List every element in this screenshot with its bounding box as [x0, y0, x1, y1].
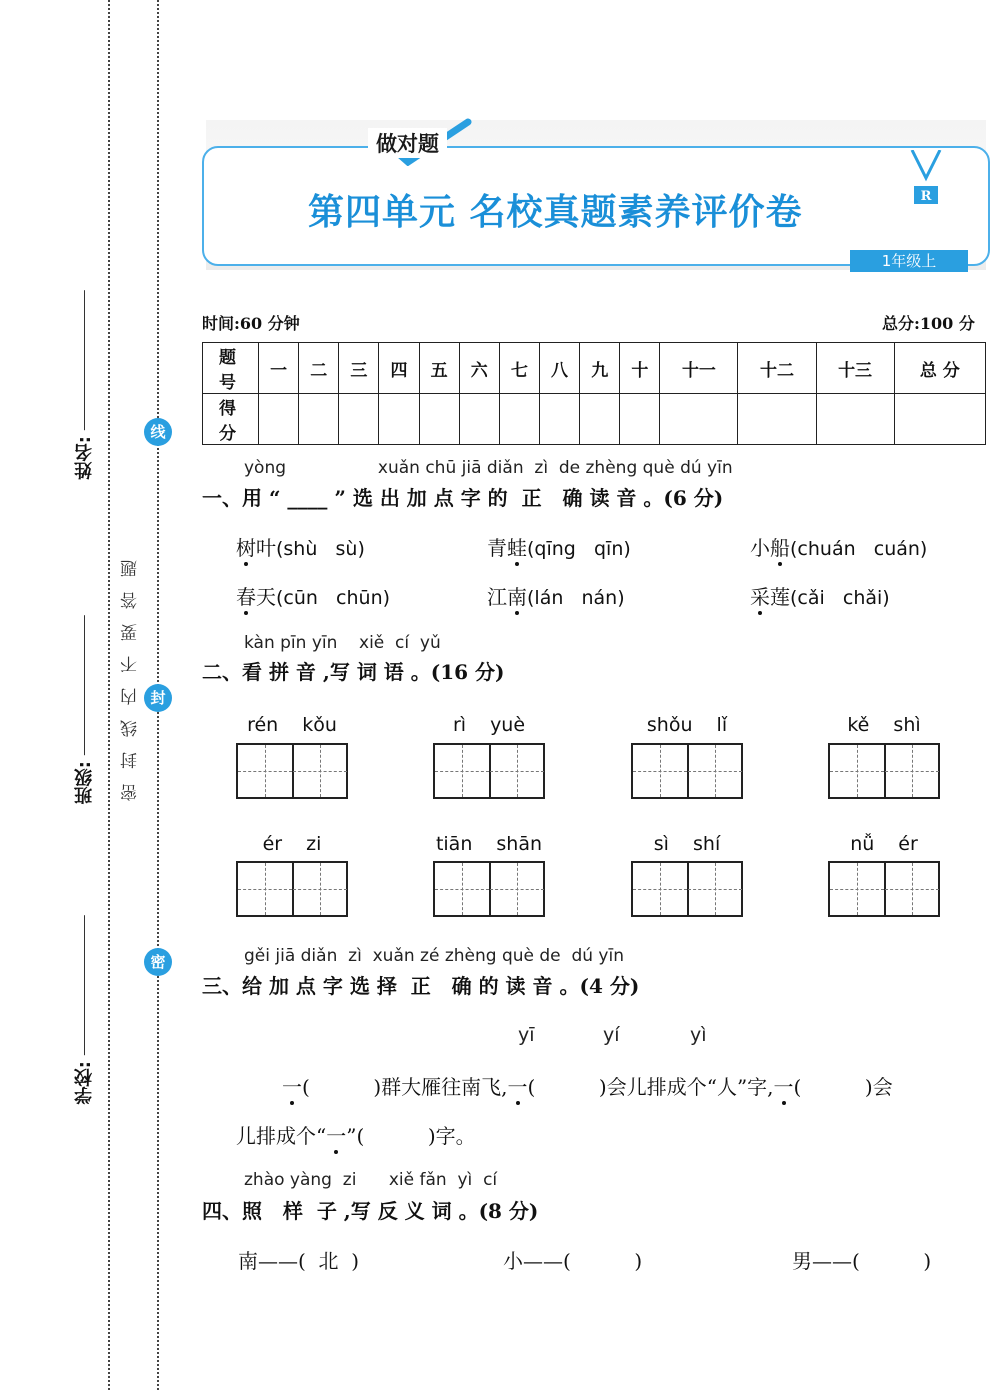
dotted-char: 南	[507, 585, 527, 609]
score-input-cell[interactable]	[738, 394, 816, 445]
score-input-cell[interactable]	[419, 394, 459, 445]
binding-line-outer	[108, 0, 110, 1390]
q2-heading: 二、看 拼 音 ,写 词 语 。(16 分)	[202, 660, 505, 684]
score-input-cell[interactable]	[299, 394, 339, 445]
q1-heading: 一、用 “ ____ ” 选 出 加 点 字 的 正 确 读 音 。(6 分)	[202, 486, 724, 510]
grid-pinyin: rén kǒu	[247, 714, 337, 736]
school-underline	[85, 915, 86, 1055]
name-field[interactable]	[72, 290, 98, 479]
score-cell: 三	[339, 343, 379, 394]
grid-pinyin: kě shì	[847, 714, 921, 736]
score-input-cell[interactable]	[580, 394, 620, 445]
score-input-cell[interactable]	[894, 394, 985, 445]
name-underline	[85, 290, 86, 430]
score-cell: 四	[379, 343, 419, 394]
score-cell: 十	[620, 343, 660, 394]
score-cell: 十一	[660, 343, 738, 394]
page-title: 第四单元 名校真题素养评价卷	[308, 192, 803, 233]
grid-pinyin: rì yuè	[452, 714, 526, 736]
q3-sentence-line1[interactable]: 一( )群大雁往南飞,一( )会儿排成个“人”字,一( )会	[282, 1075, 893, 1099]
q1-item[interactable]: 小船(chuán cuán)	[750, 536, 928, 560]
dotted-char: 春	[236, 585, 256, 609]
score-input-cell[interactable]	[339, 394, 379, 445]
score-table-header-row	[203, 343, 986, 394]
q3-pinyin: gěi jiā diǎn zì xuǎn zé zhèng què de dú yīn	[244, 946, 624, 966]
class-field[interactable]	[72, 615, 98, 804]
seal-line-badge: 线	[144, 418, 172, 446]
total-score-info: 总分:100 分	[882, 314, 975, 333]
writing-grid[interactable]	[828, 743, 940, 799]
school-label: 学校:	[74, 1061, 95, 1105]
q1-item[interactable]: 春天(cūn chūn)	[236, 585, 391, 609]
q1-item[interactable]: 采莲(cǎi chǎi)	[750, 585, 890, 609]
grid-pinyin: tiān shān	[435, 833, 543, 855]
q1-item[interactable]: 青蛙(qīng qīn)	[487, 536, 631, 560]
dotted-char: 树	[236, 536, 256, 560]
publisher-badge	[908, 150, 944, 206]
dotted-char: 采	[750, 585, 770, 609]
writing-grid[interactable]	[236, 861, 348, 917]
antonym-example: 南——( 北 )	[238, 1249, 360, 1273]
score-input-cell[interactable]	[499, 394, 539, 445]
score-cell: 六	[459, 343, 499, 394]
writing-grid[interactable]	[631, 861, 743, 917]
writing-grid[interactable]	[433, 743, 545, 799]
score-input-cell[interactable]	[459, 394, 499, 445]
badge-letter: R	[920, 189, 932, 204]
score-cell: 二	[299, 343, 339, 394]
q3-option: yì	[690, 1024, 707, 1046]
antonym-answer[interactable]: 小——( )	[503, 1249, 643, 1273]
time-info: 时间:60 分钟	[202, 314, 300, 333]
score-cell: 一	[259, 343, 299, 394]
dotted-char: 船	[770, 536, 790, 560]
seal-secret-badge: 密	[144, 948, 172, 976]
score-cell: 十二	[738, 343, 816, 394]
dotted-char: 一	[326, 1124, 347, 1148]
score-input-cell[interactable]	[539, 394, 579, 445]
dotted-char: 一	[507, 1075, 528, 1099]
score-cell: 八	[539, 343, 579, 394]
dotted-char: 一	[282, 1075, 302, 1099]
grid-pinyin: sì shí	[653, 833, 721, 855]
grid-pinyin: nǚ ér	[850, 833, 918, 855]
seal-notice: 密封线内不要答题	[121, 545, 141, 801]
name-label: 姓名:	[74, 436, 95, 480]
score-cell: 总 分	[894, 343, 985, 394]
q3-sentence-line2[interactable]: 儿排成个“一”( )字。	[236, 1124, 476, 1148]
school-field[interactable]	[72, 915, 98, 1104]
seal-seal-badge: 封	[144, 684, 172, 712]
q3-option: yí	[603, 1024, 620, 1046]
q3-heading: 三、给 加 点 字 选 择 正 确 的 读 音 。(4 分)	[202, 974, 640, 998]
score-input-cell[interactable]	[379, 394, 419, 445]
score-cell: 九	[580, 343, 620, 394]
score-table	[202, 342, 986, 445]
score-cell: 十三	[816, 343, 894, 394]
writing-grid[interactable]	[433, 861, 545, 917]
q4-heading: 四、照 样 子 ,写 反 义 词 。(8 分)	[202, 1199, 539, 1223]
dotted-char: 蛙	[507, 536, 527, 560]
score-cell: 题 号	[203, 343, 259, 394]
brand-logo: 做对题	[368, 128, 447, 158]
score-row-label: 得 分	[203, 394, 259, 445]
q1-pinyin: yòng xuǎn chū jiā diǎn zì de zhèng què dú yīn	[244, 458, 733, 478]
dotted-char: 一	[773, 1075, 794, 1099]
grid-pinyin: shǒu lǐ	[646, 714, 728, 736]
class-underline	[85, 615, 86, 755]
q2-pinyin: kàn pīn yīn xiě cí yǔ	[244, 633, 441, 653]
writing-grid[interactable]	[236, 743, 348, 799]
q3-option: yī	[518, 1024, 535, 1046]
q1-item[interactable]: 江南(lán nán)	[487, 585, 625, 609]
q1-item[interactable]: 树叶(shù sù)	[236, 536, 365, 560]
score-input-cell[interactable]	[660, 394, 738, 445]
score-input-cell[interactable]	[259, 394, 299, 445]
writing-grid[interactable]	[828, 861, 940, 917]
score-cell: 七	[499, 343, 539, 394]
q4-pinyin: zhào yàng zi xiě fǎn yì cí	[244, 1170, 498, 1190]
score-table-input-row	[203, 394, 986, 445]
class-label: 班级:	[74, 761, 95, 805]
grid-pinyin: ér zi	[262, 833, 322, 855]
score-input-cell[interactable]	[620, 394, 660, 445]
antonym-answer[interactable]: 男——( )	[792, 1249, 932, 1273]
score-input-cell[interactable]	[816, 394, 894, 445]
writing-grid[interactable]	[631, 743, 743, 799]
score-cell: 五	[419, 343, 459, 394]
grade-label: 1年级上	[850, 250, 968, 272]
